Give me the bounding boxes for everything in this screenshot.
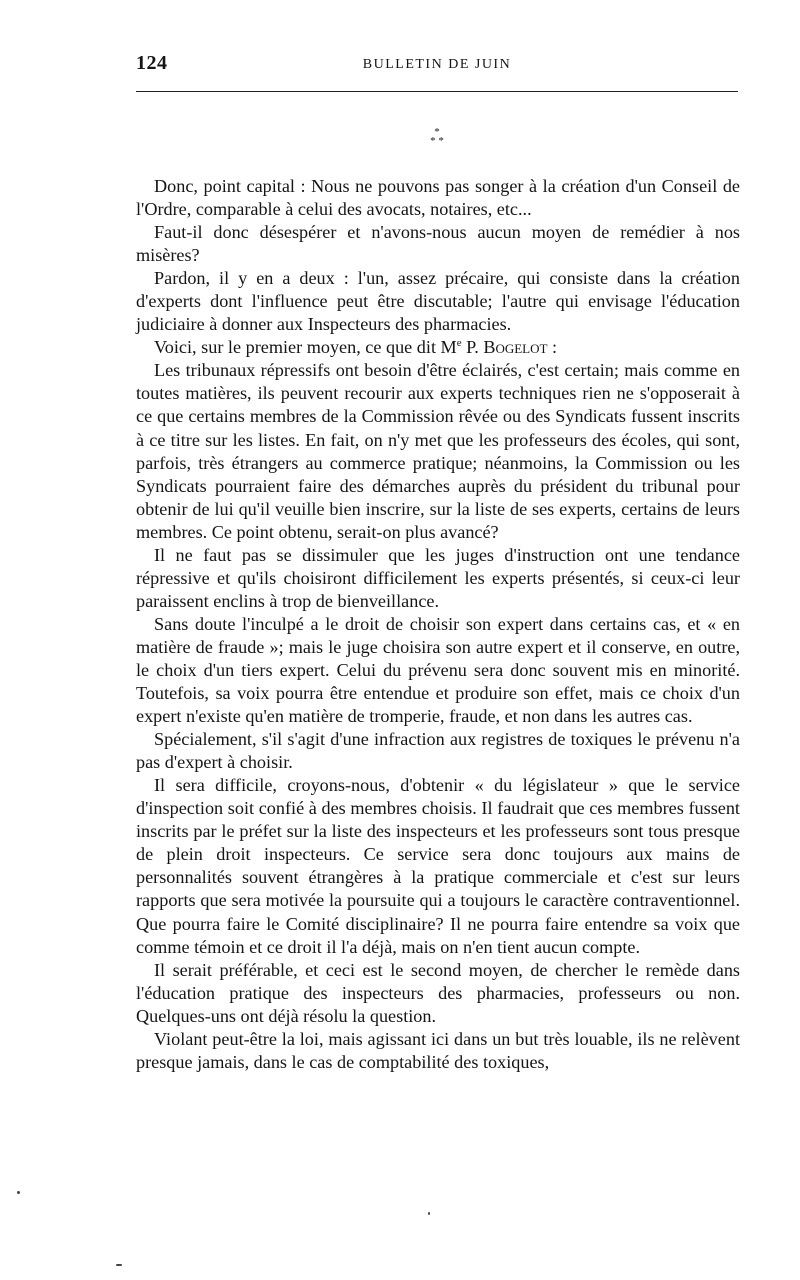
citation-author: Bogelot: [483, 337, 548, 358]
paragraph-2: Faut-il donc désespérer et n'avons-nous aucun moyen de remédier à nos misères?: [136, 222, 740, 266]
scan-speck: [116, 1264, 122, 1266]
citation-paragraph: [136, 336, 740, 359]
citation-title-sup: e: [456, 337, 462, 350]
scan-speck: [428, 1212, 430, 1215]
section-break-asterism: [0, 128, 800, 146]
paragraph-10: Violant peut-être la loi, mais agissant ici dans un but très louable, ils ne relèvent presque jamais, dans le cas de comptabilité des toxiques,: [136, 1028, 740, 1072]
running-title: BULLETIN DE JUIN: [362, 57, 512, 72]
paragraph-6: Sans doute l'inculpé a le droit de choisir son expert dans certains cas, et « en matière de fraude »; mais le juge choisira son autre expert et il conserve, en outre, le choix d'un tiers expert. Celui du prévenu sera donc souvent mis en minorité. Toutefois, sa voix pourra être entendue et produire son effet, mais ce choix d'un expert n'existe qu'en matière de tromperie, fraude, et non dans les autres cas.: [136, 613, 740, 727]
paragraph-1: Donc, point capital : Nous ne pouvons pas songer à la création d'un Conseil de l'Ordre, comparable à celui des avocats, notaires, etc...: [136, 176, 740, 220]
paragraph-8: Il sera difficile, croyons-nous, d'obtenir « du législateur » que le service d'inspection soit confié à des membres choisis. Il faudrait que ces membres fussent inscrits par le préfet sur la liste des inspecteurs et les professeurs sont tous presque de plein droit inspecteurs. Ce service sera donc toujours aux mains de personnalités souvent étrangères à la pratique commerciale et c'est sur leurs rapports que sera motivée la poursuite qui a toujours le caractère contraventionnel. Que pourra faire le Comité disciplinaire? Il ne pourra faire entendre sa voix que comme témoin et ce droit il l'a déjà, mais on n'en tient aucun compte.: [136, 775, 740, 957]
paragraph-4: Les tribunaux répressifs ont besoin d'être éclairés, c'est certain; mais comme en toutes matières, ils peuvent recourir aux experts techniques rien ne s'opposerait à ce que certains membres de la Commission rêvée ou des Syndicats fussent inscrits à ce titre sur les listes. En fait, on n'y met que les professeurs des écoles, qui sont, parfois, très étrangers au commerce pratique; néanmoins, la Commission ou les Syndicats pourraient faire des démarches auprès du président du tribunal pour obtenir de lui qu'il veuille bien inscrire, sur la liste de ses experts, certains de leurs membres. Ce point obtenu, serait-on plus avancé?: [136, 360, 740, 542]
paragraph-3: Pardon, il y en a deux : l'un, assez précaire, qui consiste dans la création d'experts dont l'influence peut être discutable; l'autre qui envisage l'éducation judiciaire à donner aux Inspecteurs des pharmacies.: [136, 268, 740, 335]
page-header: [136, 52, 738, 82]
asterism-top: *: [434, 126, 440, 138]
citation-intro: Voici, sur le premier moyen, ce que dit M: [154, 337, 457, 358]
paragraph-7: Spécialement, s'il s'agit d'une infraction aux registres de toxiques le prévenu n'a pas d'expert à choisir.: [136, 729, 740, 773]
body-text: [136, 175, 740, 1074]
asterism-bottom: * *: [430, 135, 444, 147]
citation-suffix: :: [547, 337, 558, 358]
header-rule: [136, 91, 738, 92]
paragraph-9: Il serait préférable, et ceci est le second moyen, de chercher le remède dans l'éducation pratique des inspecteurs des pharmacies, professeurs ou non. Quelques-uns ont déjà résolu la question.: [136, 959, 740, 1026]
scan-speck: [17, 1191, 20, 1194]
citation-initial: P.: [461, 337, 484, 358]
paragraph-5: Il ne faut pas se dissimuler que les juges d'instruction ont une tendance répressive et qu'ils choisiront difficilement les experts présentés, si ceux-ci leur paraissent enclins à trop de bienveillance.: [136, 544, 740, 611]
page-number: 124: [136, 52, 168, 74]
